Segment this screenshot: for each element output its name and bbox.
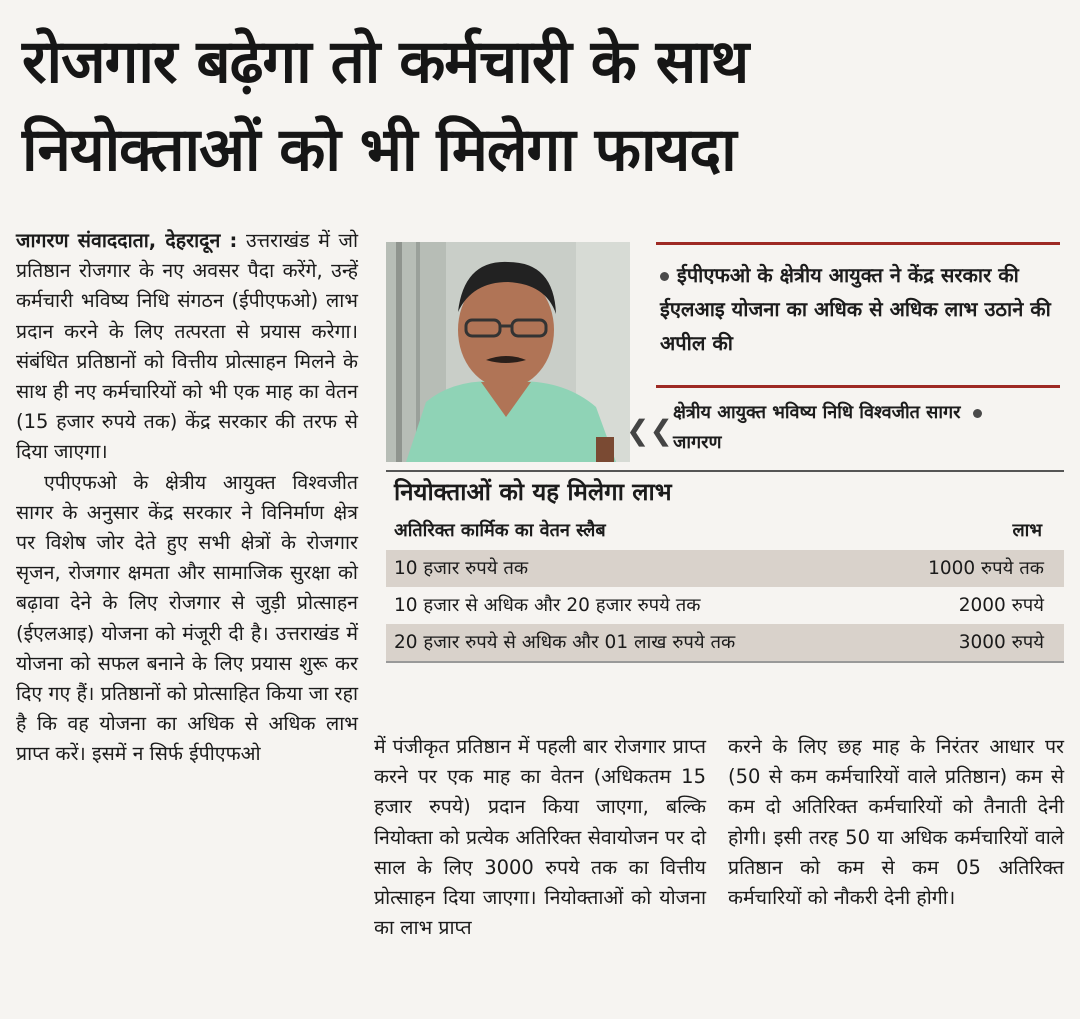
article-paragraph-1: उत्तराखंड में जो प्रतिष्ठान रोजगार के नए अवसर पैदा करेंगे, उन्हें कर्मचारी भविष्य निधि संगठन (ईपीएफओ) लाभ प्रदान करने के लिए तत्परता से प्रयास करेगा। संबंधित प्रतिष्ठानों को वित्तीय प्रोत्साहन मिलने के साथ ही नए कर्मचारियों को भी एक माह का वेतन (15 हजार रुपये तक) केंद्र सरकार की तरफ से दिया जाएगा।: [16, 229, 359, 464]
bullet-icon: [973, 409, 982, 418]
headline-line-2: नियोक्ताओं को भी मिलेगा फायदा: [22, 115, 736, 185]
table-cell-benefit: 3000 रुपये: [958, 632, 1044, 653]
article-column-2: [374, 732, 706, 943]
table-cell-benefit: 2000 रुपये: [958, 595, 1044, 616]
table-cell-slab: 20 हजार रुपये से अधिक और 01 लाख रुपये तक: [394, 632, 736, 653]
table-row: [386, 587, 1064, 624]
table-header-benefit: लाभ: [1012, 520, 1042, 541]
article-paragraph-3: में पंजीकृत प्रतिष्ठान में पहली बार रोजगार प्राप्त करने पर एक माह का वेतन (अधिकतम 15 हजार रुपये) प्रदान किया जाएगा, बल्कि नियोक्ता को प्रत्येक अतिरिक्त सेवायोजन पर दो साल के लिए 3000 रुपये तक का वित्तीय प्रोत्साहन दिया जाएगा। नियोक्ताओं को योजना का लाभ प्राप्त: [374, 735, 706, 940]
highlight-top-rule: [656, 242, 1060, 245]
table-header-slab: अतिरिक्त कार्मिक का वेतन स्लैब: [394, 520, 606, 541]
table-header-row: [386, 512, 1064, 550]
highlight-bottom-rule: [656, 385, 1060, 388]
headline-line-1: रोजगार बढ़ेगा तो कर्मचारी के साथ: [22, 27, 749, 97]
table-cell-benefit: 1000 रुपये तक: [928, 558, 1044, 579]
benefit-table: [386, 470, 1064, 663]
portrait-illustration: [386, 242, 630, 462]
official-photo: [386, 242, 630, 462]
table-cell-slab: 10 हजार रुपये तक: [394, 558, 529, 579]
table-row: [386, 624, 1064, 663]
article-column-3: [728, 732, 1064, 913]
caption-name: क्षेत्रीय आयुक्त भविष्य निधि विश्वजीत सागर: [673, 402, 961, 423]
highlight-text: ईपीएफओ के क्षेत्रीय आयुक्त ने केंद्र सरकार की ईएलआइ योजना का अधिक से अधिक लाभ उठाने की अपील की: [660, 263, 1051, 355]
article-paragraph-4: करने के लिए छह माह के निरंतर आधार पर (50 से कम कर्मचारियों वाले प्रतिष्ठान) कम से कम दो अतिरिक्त कर्मचारियों को तैनाती देनी होगी। इसी तरह 50 या अधिक कर्मचारियों वाले प्रतिष्ठान को कम से कम 05 अतिरिक्त कर्मचारियों को नौकरी देनी होगी।: [728, 735, 1064, 910]
caption-chevron-icon: ❮❮: [626, 414, 673, 447]
highlight-pull-quote: [660, 258, 1060, 360]
table-cell-slab: 10 हजार से अधिक और 20 हजार रुपये तक: [394, 595, 701, 616]
photo-caption: [645, 398, 1065, 458]
headline: [22, 18, 1062, 194]
article-paragraph-2: एपीएफओ के क्षेत्रीय आयुक्त विश्वजीत सागर के अनुसार केंद्र सरकार ने विनिर्माण क्षेत्र पर विशेष जोर देते हुए सभी क्षेत्रों के रोजगार सृजन, रोजगार क्षमता और सामाजिक सुरक्षा को बढ़ावा देने के लिए रोजगार से जुड़ी प्रोत्साहन (ईएलआइ) योजना को मंजूरी दी है। उत्तराखंड में योजना को सफल बनाने के लिए प्रयास शुरू कर दिए गए हैं। प्रतिष्ठानों को प्रोत्साहित किया जा रहा है कि वह योजना का अधिक से अधिक लाभ प्राप्त करें। इसमें न सिर्फ ईपीएफओ: [16, 470, 358, 766]
dateline: जागरण संवाददाता, देहरादून :: [16, 229, 238, 252]
article-column-1: [16, 226, 358, 770]
caption-credit: जागरण: [673, 432, 722, 453]
table-title: नियोक्ताओं को यह मिलेगा लाभ: [386, 470, 1064, 512]
bullet-icon: [660, 272, 669, 281]
table-row: [386, 550, 1064, 587]
